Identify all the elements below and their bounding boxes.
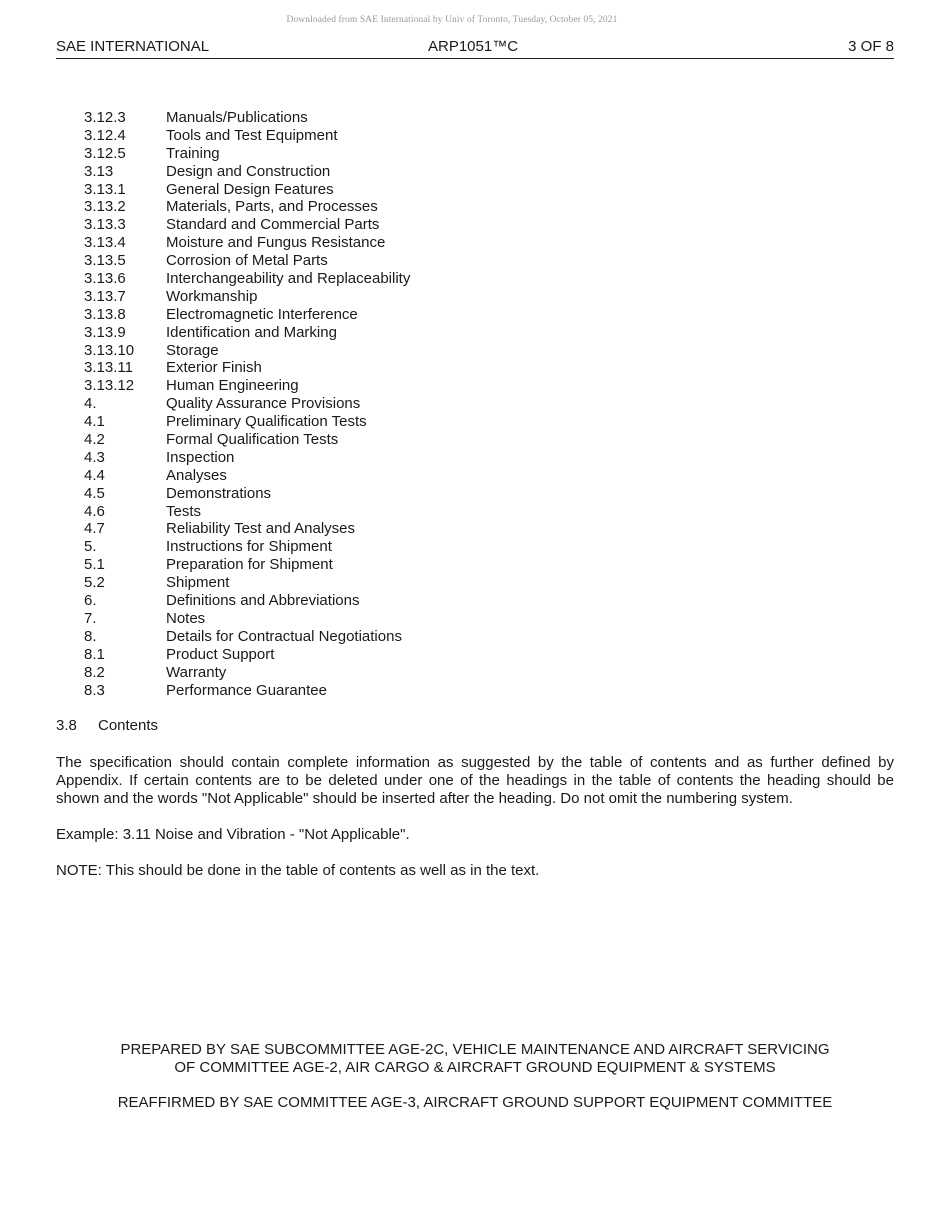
section-heading [56, 717, 158, 734]
toc-entry-number: 4.7 [84, 520, 105, 538]
toc-entry-title: Inspection [166, 448, 235, 466]
toc-entry [84, 592, 584, 610]
example-line: Example: 3.11 Noise and Vibration - "Not Applicable". [56, 826, 410, 843]
toc-entry [84, 610, 584, 628]
toc-entry [84, 485, 584, 503]
toc-entry-title: Analyses [166, 466, 227, 484]
toc-entry [84, 127, 584, 145]
toc-entry-number: 8. [84, 627, 97, 645]
prepared-by-block [0, 1041, 950, 1077]
toc-entry-title: Shipment [166, 574, 230, 592]
page-header [56, 38, 894, 59]
toc-entry-number: 4.6 [84, 502, 105, 520]
toc-entry-title: Moisture and Fungus Resistance [166, 234, 386, 252]
note-line: NOTE: This should be done in the table of contents as well as in the text. [56, 862, 540, 879]
toc-entry-number: 3.13.1 [84, 180, 126, 198]
toc-entry-title: Electromagnetic Interference [166, 305, 358, 323]
toc-entry [84, 467, 584, 485]
toc-entry-title: Product Support [166, 645, 275, 663]
toc-entry [84, 216, 584, 234]
toc-entry-number: 4.4 [84, 466, 105, 484]
reaffirmed-by-line: REAFFIRMED BY SAE COMMITTEE AGE-3, AIRCRAFT GROUND SUPPORT EQUIPMENT COMMITTEE [117, 1094, 833, 1111]
toc-entry-number: 8.3 [84, 681, 105, 699]
toc-entry-number: 4.3 [84, 448, 105, 466]
toc-entry [84, 252, 584, 270]
toc-entry-title: Storage [166, 341, 219, 359]
toc-entry-number: 3.13 [84, 162, 114, 180]
toc-entry-title: Tools and Test Equipment [166, 126, 338, 144]
toc-entry-number: 3.13.7 [84, 287, 126, 305]
section-title: Contents [98, 717, 159, 734]
toc-entry [84, 646, 584, 664]
toc-entry-number: 3.13.5 [84, 252, 126, 270]
toc-entry-title: Training [166, 144, 220, 162]
toc-entry-number: 8.1 [84, 645, 105, 663]
toc-entry-title: Quality Assurance Provisions [166, 395, 361, 413]
toc-entry-number: 3.13.3 [84, 216, 126, 234]
download-watermark: Downloaded from SAE International by Univ of Toronto, Tuesday, October 05, 2021 [286, 15, 618, 25]
toc-entry-number: 3.13.9 [84, 323, 126, 341]
toc-entry-number: 3.13.10 [84, 341, 135, 359]
toc-entry [84, 324, 584, 342]
toc-entry-number: 7. [84, 609, 97, 627]
toc-entry [84, 538, 584, 556]
toc-entry-number: 3.13.11 [84, 359, 133, 377]
toc-entry-number: 8.2 [84, 663, 105, 681]
toc-entry [84, 109, 584, 127]
toc-entry-number: 5.1 [84, 556, 105, 574]
toc-entry [84, 664, 584, 682]
table-of-contents [84, 109, 584, 699]
toc-entry [84, 270, 584, 288]
section-number: 3.8 [56, 717, 77, 734]
toc-entry-title: Formal Qualification Tests [166, 431, 339, 449]
header-page-number: 3 OF 8 [848, 38, 894, 55]
toc-entry-number: 4.5 [84, 484, 105, 502]
toc-entry-title: Performance Guarantee [166, 681, 327, 699]
toc-entry-number: 4. [84, 395, 97, 413]
toc-entry-number: 3.12.3 [84, 109, 126, 126]
toc-entry-number: 5. [84, 538, 97, 556]
toc-entry-number: 3.12.4 [84, 126, 126, 144]
toc-entry-title: Design and Construction [166, 162, 331, 180]
toc-entry [84, 163, 584, 181]
toc-entry-title: Preliminary Qualification Tests [166, 413, 367, 431]
toc-entry-title: Corrosion of Metal Parts [166, 252, 328, 270]
toc-entry [84, 359, 584, 377]
toc-entry [84, 413, 584, 431]
toc-entry [84, 503, 584, 521]
toc-entry-title: Warranty [166, 663, 227, 681]
toc-entry-title: General Design Features [166, 180, 334, 198]
toc-entry [84, 181, 584, 199]
toc-entry-title: Identification and Marking [166, 323, 337, 341]
prepared-by-line-1: PREPARED BY SAE SUBCOMMITTEE AGE-2C, VEHICLE MAINTENANCE AND AIRCRAFT SERVICING [120, 1041, 830, 1058]
toc-entry-title: Manuals/Publications [166, 109, 308, 126]
prepared-by-line-2: OF COMMITTEE AGE-2, AIR CARGO & AIRCRAFT GROUND EQUIPMENT & SYSTEMS [174, 1059, 776, 1076]
toc-entry-title: Preparation for Shipment [166, 556, 333, 574]
toc-entry-number: 6. [84, 592, 97, 610]
toc-entry-number: 3.12.5 [84, 144, 126, 162]
toc-entry-title: Details for Contractual Negotiations [166, 627, 402, 645]
toc-entry-title: Interchangeability and Replaceability [166, 270, 411, 288]
toc-entry-title: Tests [166, 502, 202, 520]
toc-entry-number: 3.13.6 [84, 270, 126, 288]
toc-entry-title: Definitions and Abbreviations [166, 592, 360, 610]
toc-entry [84, 574, 584, 592]
toc-entry-number: 3.13.2 [84, 198, 126, 216]
toc-entry-number: 4.2 [84, 431, 105, 449]
toc-entry-title: Standard and Commercial Parts [166, 216, 380, 234]
toc-entry-title: Demonstrations [166, 484, 272, 502]
toc-entry-title: Exterior Finish [166, 359, 262, 377]
toc-entry-number: 3.13.12 [84, 377, 135, 395]
toc-entry [84, 431, 584, 449]
toc-entry [84, 145, 584, 163]
toc-entry [84, 556, 584, 574]
toc-entry-title: Workmanship [166, 287, 258, 305]
toc-entry [84, 628, 584, 646]
header-organization: SAE INTERNATIONAL [56, 38, 210, 55]
toc-entry [84, 288, 584, 306]
toc-entry-title: Notes [166, 609, 206, 627]
toc-entry [84, 520, 584, 538]
toc-entry [84, 306, 584, 324]
toc-entry-title: Reliability Test and Analyses [166, 520, 355, 538]
toc-entry [84, 198, 584, 216]
toc-entry [84, 395, 584, 413]
toc-entry-title: Materials, Parts, and Processes [166, 198, 378, 216]
toc-entry [84, 682, 584, 700]
toc-entry-number: 5.2 [84, 574, 105, 592]
toc-entry [84, 234, 584, 252]
toc-entry-number: 4.1 [84, 413, 105, 431]
toc-entry-number: 3.13.4 [84, 234, 126, 252]
body-paragraph: The specification should contain complete information as suggested by the table of contents and as further defined by Appendix. If certain contents are to be deleted under one of the headings in the table of contents the heading should be shown and the words "Not Applicable" should be inserted after the heading. Do not omit the numbering system. [56, 754, 894, 807]
toc-entry-number: 3.13.8 [84, 305, 126, 323]
toc-entry-title: Human Engineering [166, 377, 299, 395]
header-document-id: ARP1051™C [428, 38, 519, 55]
toc-entry [84, 377, 584, 395]
toc-entry [84, 342, 584, 360]
toc-entry [84, 449, 584, 467]
toc-entry-title: Instructions for Shipment [166, 538, 332, 556]
